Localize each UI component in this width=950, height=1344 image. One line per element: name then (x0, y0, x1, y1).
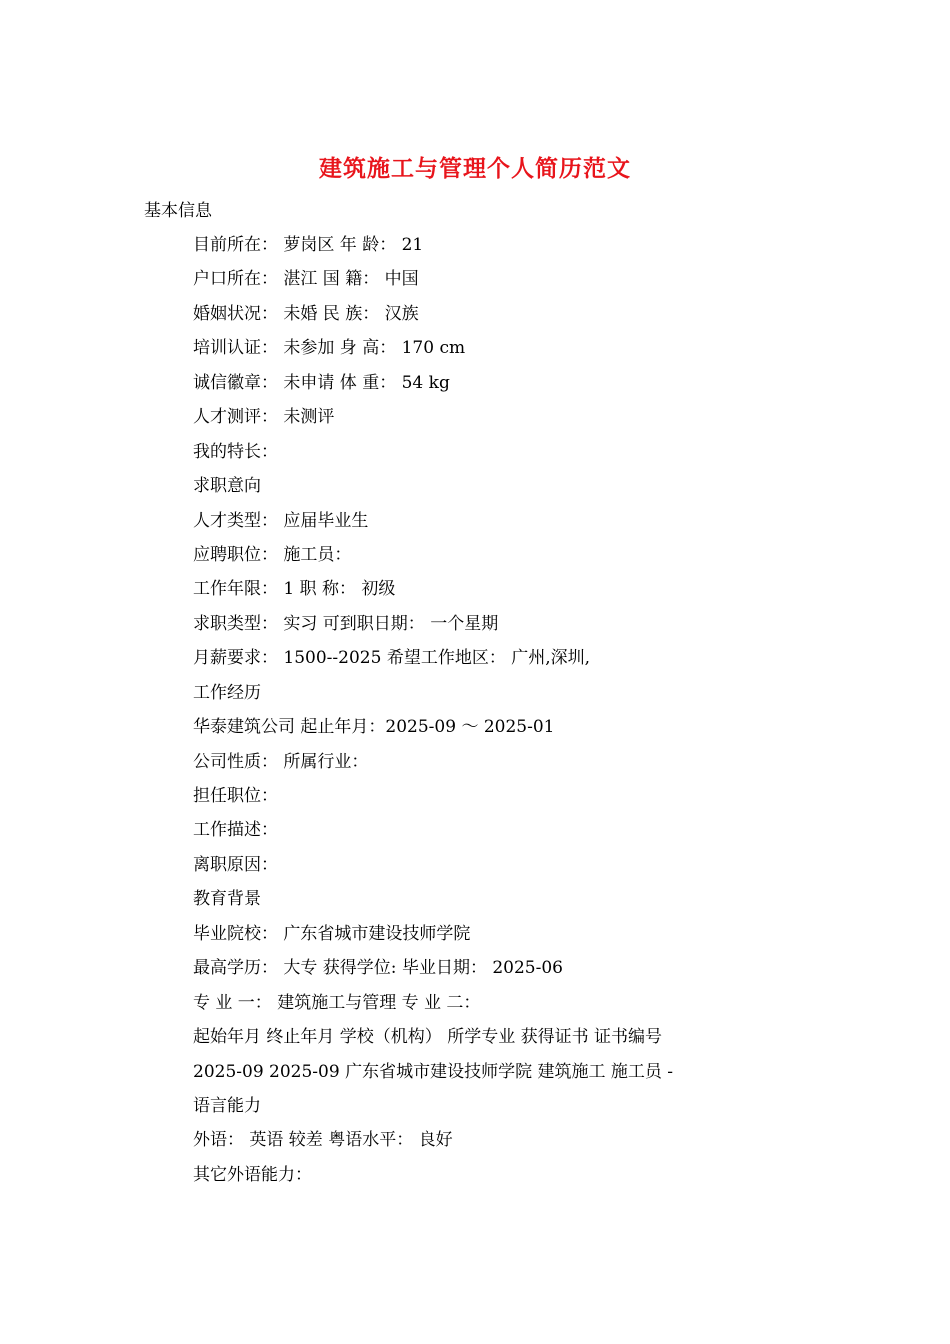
line-talent-assessment: 人才测评： 未测评 (193, 407, 335, 428)
line-company-period: 华泰建筑公司 起止年月：2025-09 ～ 2025-01 (193, 717, 555, 738)
line-foreign-language: 外语： 英语 较差 粤语水平： 良好 (193, 1130, 453, 1151)
line-highest-degree: 最高学历： 大专 获得学位: 毕业日期： 2025-06 (193, 958, 563, 979)
section-language-heading: 语言能力 (193, 1095, 261, 1116)
line-job-description: 工作描述： (193, 820, 278, 841)
line-other-languages: 其它外语能力： (193, 1164, 312, 1185)
line-majors: 专 业 一： 建筑施工与管理 专 业 二： (193, 992, 481, 1013)
line-household-registration: 户口所在： 湛江 国 籍： 中国 (193, 269, 419, 290)
line-marital-status: 婚姻状况： 未婚 民 族： 汉族 (193, 303, 419, 324)
line-integrity-badge: 诚信徽章： 未申请 体 重： 54 kg (193, 372, 450, 393)
line-salary-requirement: 月薪要求： 1500--2025 希望工作地区： 广州,深圳, (193, 648, 591, 669)
line-applied-position: 应聘职位： 施工员： (193, 544, 352, 565)
line-current-location: 目前所在： 萝岗区 年 龄： 21 (193, 235, 424, 255)
line-talent-type: 人才类型： 应届毕业生 (193, 510, 369, 531)
section-job-intention-heading: 求职意向 (193, 476, 261, 497)
line-training-certification: 培训认证： 未参加 身 高： 170 cm (193, 338, 466, 359)
section-work-experience-heading: 工作经历 (193, 682, 261, 703)
line-graduate-school: 毕业院校： 广东省城市建设技师学院 (193, 923, 471, 944)
line-education-table-row: 2025-09 2025-09 广东省城市建设技师学院 建筑施工 施工员 - (193, 1061, 674, 1082)
line-job-type: 求职类型： 实习 可到职日期： 一个星期 (193, 613, 499, 634)
section-education-heading: 教育背景 (193, 889, 261, 910)
line-position-held: 担任职位： (193, 786, 278, 806)
section-basic-info-heading: 基本信息 (144, 201, 212, 221)
line-leaving-reason: 离职原因： (193, 854, 278, 875)
line-company-nature: 公司性质： 所属行业： (193, 751, 369, 772)
resume-body (193, 228, 813, 1192)
line-education-table-header: 起始年月 终止年月 学校（机构） 所学专业 获得证书 证书编号 (193, 1027, 663, 1048)
document-title: 建筑施工与管理个人简历范文 (319, 155, 631, 182)
line-work-years: 工作年限： 1 职 称： 初级 (193, 579, 396, 600)
line-specialties: 我的特长： (193, 441, 278, 462)
